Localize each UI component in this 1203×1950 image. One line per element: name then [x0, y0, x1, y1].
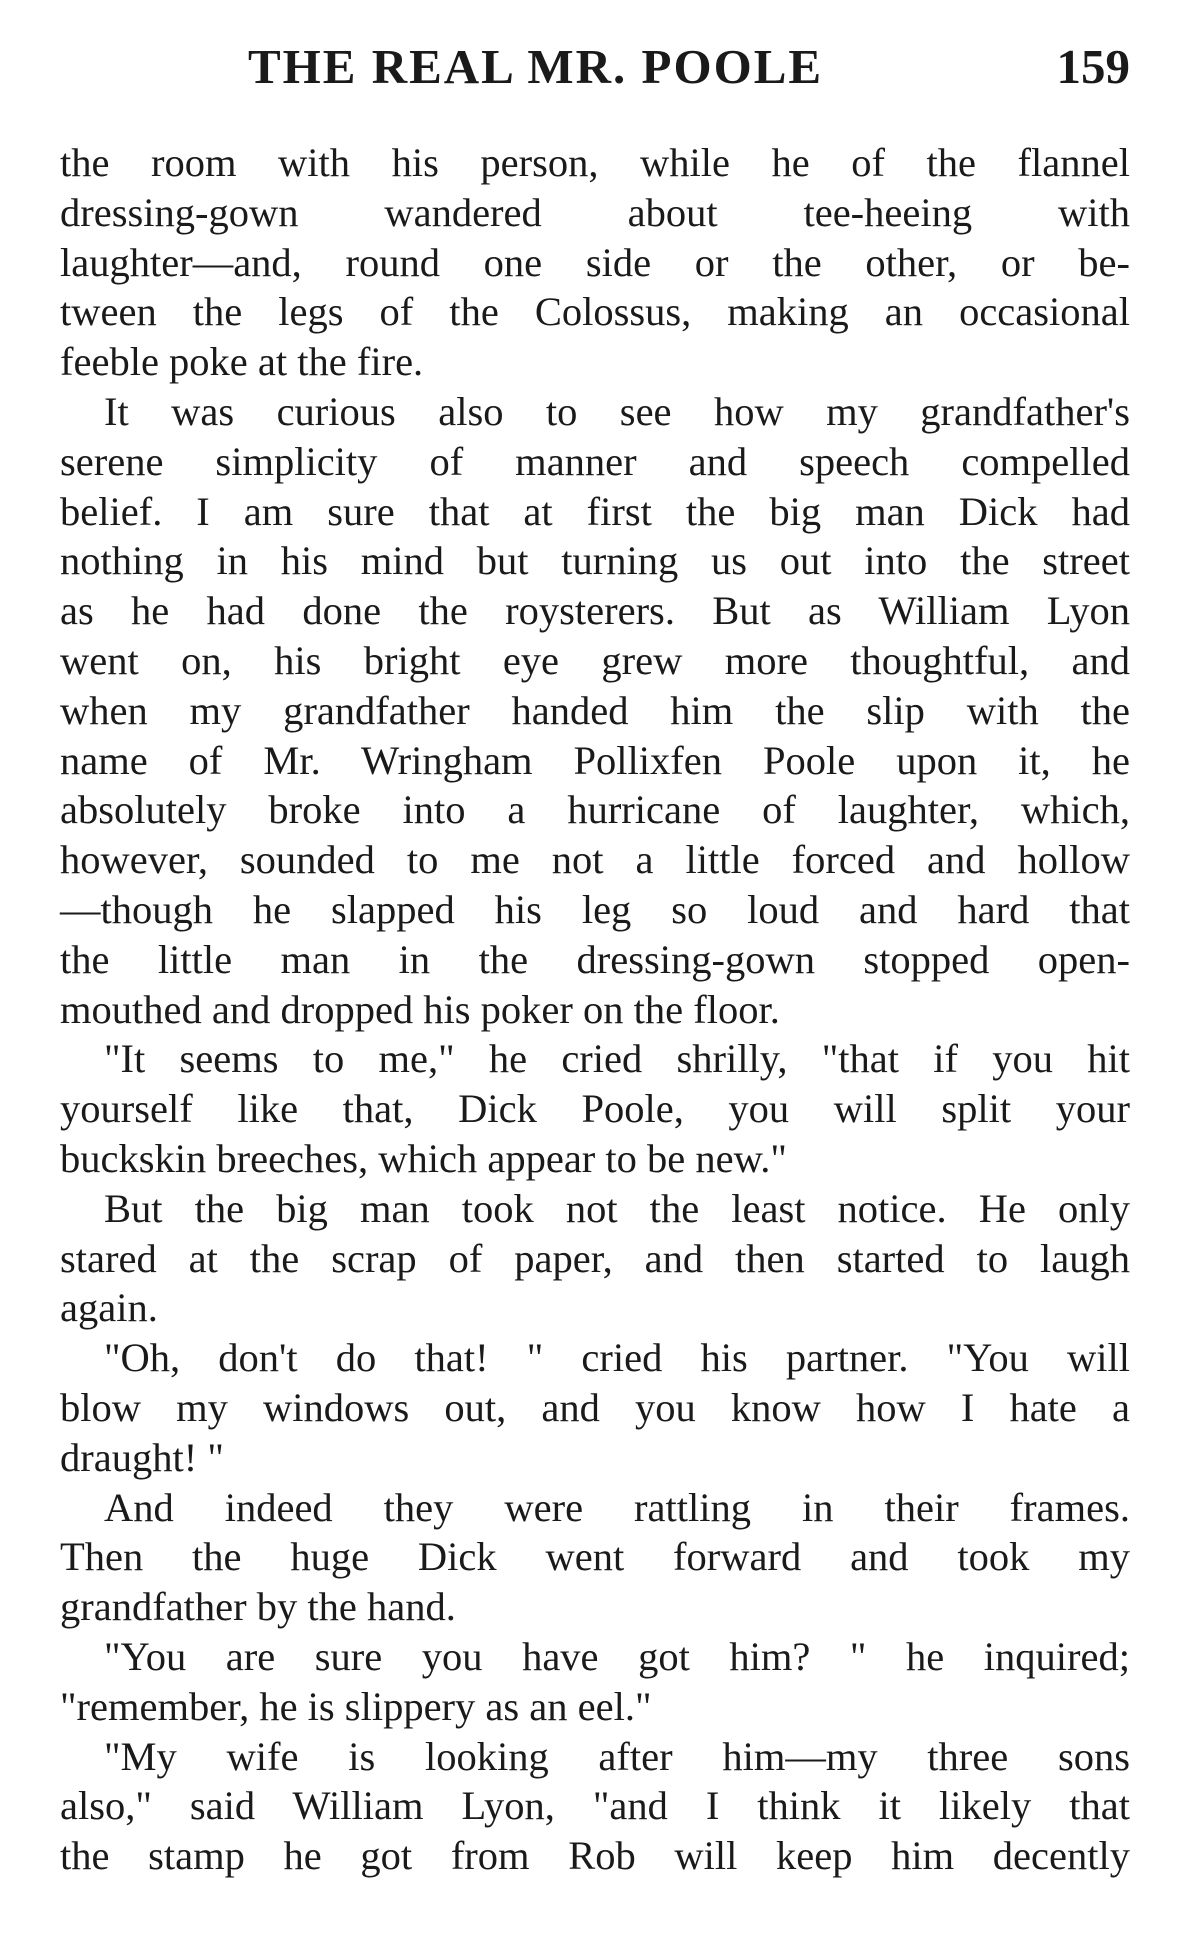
text-line: belief. I am sure that at first the big man Dick had: [60, 488, 1130, 534]
text-line: the little man in the dressing-gown stopped open-: [60, 936, 1130, 982]
text-line: when my grandfather handed him the slip with the: [60, 687, 1130, 733]
text-line: nothing in his mind but turning us out into the street: [60, 538, 1130, 584]
text-line: absolutely broke into a hurricane of laughter, which,: [60, 787, 1130, 833]
text-line: again.: [60, 1285, 158, 1331]
text-line: mouthed and dropped his poker on the floor.: [60, 986, 780, 1032]
text-line: as he had done the roysterers. But as William Lyon: [60, 588, 1130, 634]
text-line: It was curious also to see how my grandfather's: [104, 388, 1130, 434]
text-line: name of Mr. Wringham Pollixfen Poole upon it, he: [60, 737, 1130, 783]
text-line: "It seems to me," he cried shrilly, "that if you hit: [104, 1036, 1130, 1082]
text-line: "You are sure you have got him? " he inquired;: [104, 1633, 1130, 1679]
text-line: dressing-gown wandered about tee-heeing with: [60, 189, 1130, 235]
text-line: the room with his person, while he of the flannel: [60, 140, 1130, 185]
running-head: THE REAL MR. POOLE: [248, 39, 824, 94]
text-line: however, sounded to me not a little forced and hollow: [60, 837, 1130, 883]
text-line: tween the legs of the Colossus, making an occasional: [60, 289, 1130, 335]
text-line: "Oh, don't do that! " cried his partner. "You will: [104, 1335, 1130, 1381]
text-line: went on, his bright eye grew more thoughtful, and: [60, 637, 1130, 683]
book-page: [60, 30, 1130, 1920]
text-line: Then the huge Dick went forward and took my: [60, 1534, 1130, 1580]
text-line: "My wife is looking after him—my three sons: [104, 1733, 1130, 1779]
page-header: [60, 30, 1130, 102]
body-text: [60, 138, 1130, 1881]
text-line: serene simplicity of manner and speech compelled: [60, 438, 1130, 484]
text-line: And indeed they were rattling in their frames.: [104, 1484, 1130, 1530]
text-line: —though he slapped his leg so loud and hard that: [60, 886, 1130, 932]
text-line: also," said William Lyon, "and I think it likely that: [60, 1783, 1130, 1829]
text-line: But the big man took not the least notice. He only: [104, 1185, 1130, 1231]
text-line: blow my windows out, and you know how I hate a: [60, 1384, 1130, 1430]
page-number: 159: [1056, 39, 1130, 94]
text-line: the stamp he got from Rob will keep him decently: [60, 1833, 1130, 1879]
text-line: grandfather by the hand.: [60, 1584, 456, 1630]
text-line: stared at the scrap of paper, and then started to laugh: [60, 1235, 1130, 1281]
text-line: "remember, he is slippery as an eel.": [60, 1683, 652, 1729]
text-line: yourself like that, Dick Poole, you will split your: [60, 1086, 1130, 1132]
text-line: laughter—and, round one side or the other, or be-: [60, 239, 1130, 285]
text-line: draught! ": [60, 1434, 224, 1480]
text-line: feeble poke at the fire.: [60, 339, 424, 385]
text-line: buckskin breeches, which appear to be new.": [60, 1135, 787, 1181]
